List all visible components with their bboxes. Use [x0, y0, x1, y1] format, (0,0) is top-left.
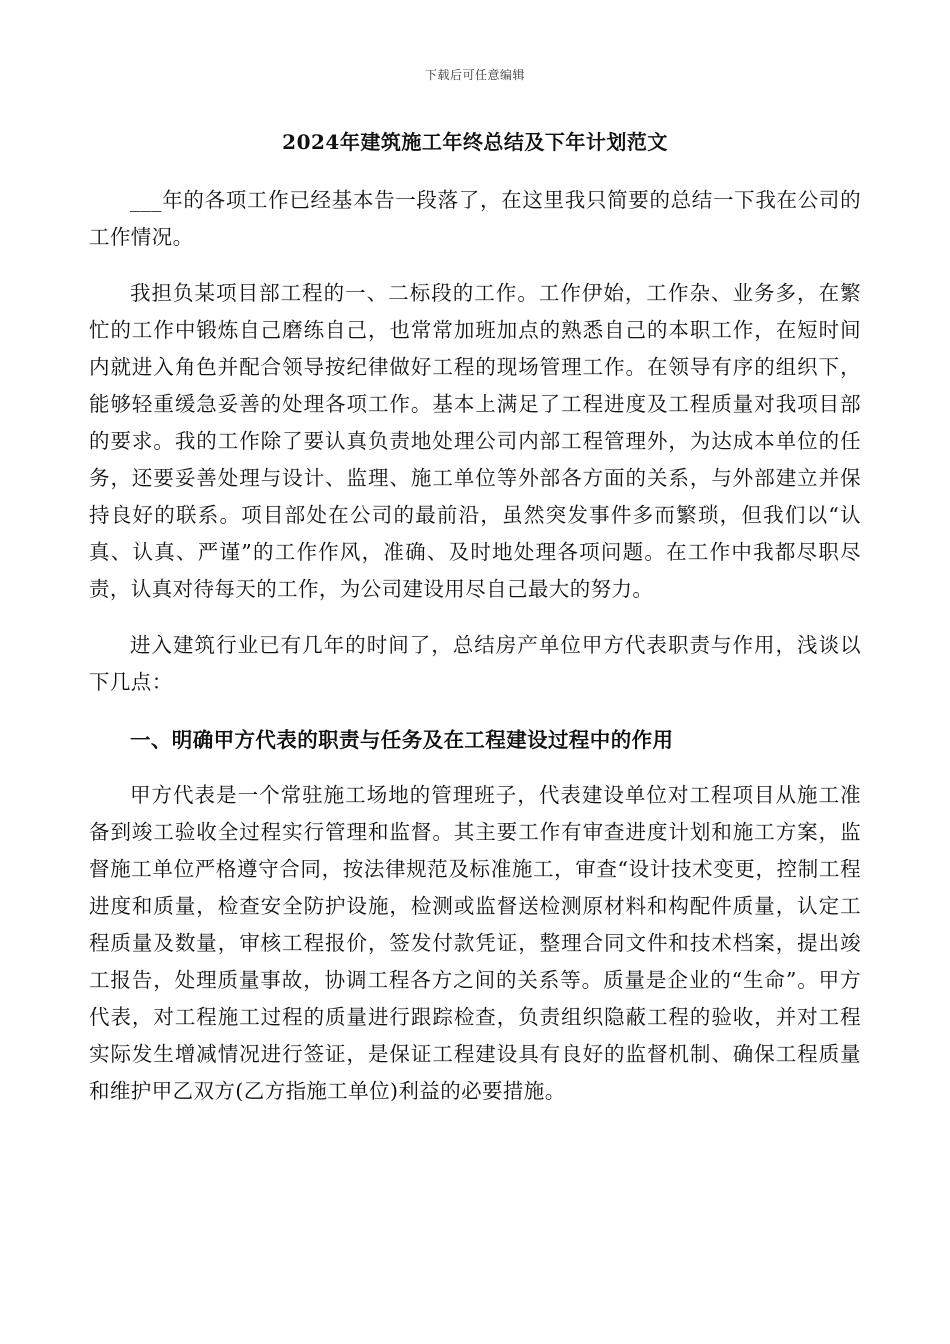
paragraph-industry-intro: 进入建筑行业已有几年的时间了，总结房产单位甲方代表职责与作用，浅谈以下几点： [89, 633, 861, 694]
paragraph-work-summary: 我担负某项目部工程的一、二标段的工作。工作伊始，工作杂、业务多，在繁忙的工作中锻炼自己磨练自己，也常常加班加点的熟悉自己的本职工作，在短时间内就进入角色并配合领导按纪律做好工程的现场管理工作。在领导有序的组织下，能够轻重缓急妥善的处理各项工作。基本上满足了工程进度及工程质量对我项目部的要求。我的工作除了要认真负责地处理公司内部工程管理外，为达成本单位的任务，还要妥善处理与设计、监理、施工单位等外部各方面的关系，与外部建立并保持良好的联系。项目部处在公司的最前沿，虽然突发事件多而繁琐，但我们以“认真、认真、严谨”的工作作风，准确、及时地处理各项问题。在工作中我都尽职尽责，认真对待每天的工作，为公司建设用尽自己最大的努力。 [89, 281, 861, 601]
paragraph-intro: ___年的各项工作已经基本告一段落了，在这里我只简要的总结一下我在公司的工作情况。 [89, 188, 861, 249]
header-note: 下载后可任意编辑 [424, 68, 525, 82]
document-title: 2024年建筑施工年终总结及下年计划范文 [282, 130, 668, 154]
document-body [89, 182, 861, 1110]
paragraph-section-1: 甲方代表是一个常驻施工场地的管理班子，代表建设单位对工程项目从施工准备到竣工验收全过程实行管理和监督。其主要工作有审查进度计划和施工方案，监督施工单位严格遵守合同，按法律规范及标准施工，审查“设计技术变更，控制工程进度和质量，检查安全防护设施，检测或监督送检测原材料和构配件质量，认定工程质量及数量，审核工程报价，签发付款凭证，整理合同文件和技术档案，提出竣工报告，处理质量事故，协调工程各方之间的关系等。质量是企业的“生命”。甲方代表，对工程施工过程的质量进行跟踪检查，负责组织隐蔽工程的验收，并对工程实际发生增减情况进行签证，是保证工程建设具有良好的监督机制、确保工程质量和维护甲乙双方(乙方指施工单位)利益的必要措施。 [89, 783, 861, 1103]
section-heading-1: 一、明确甲方代表的职责与任务及在工程建设过程中的作用 [130, 728, 674, 752]
